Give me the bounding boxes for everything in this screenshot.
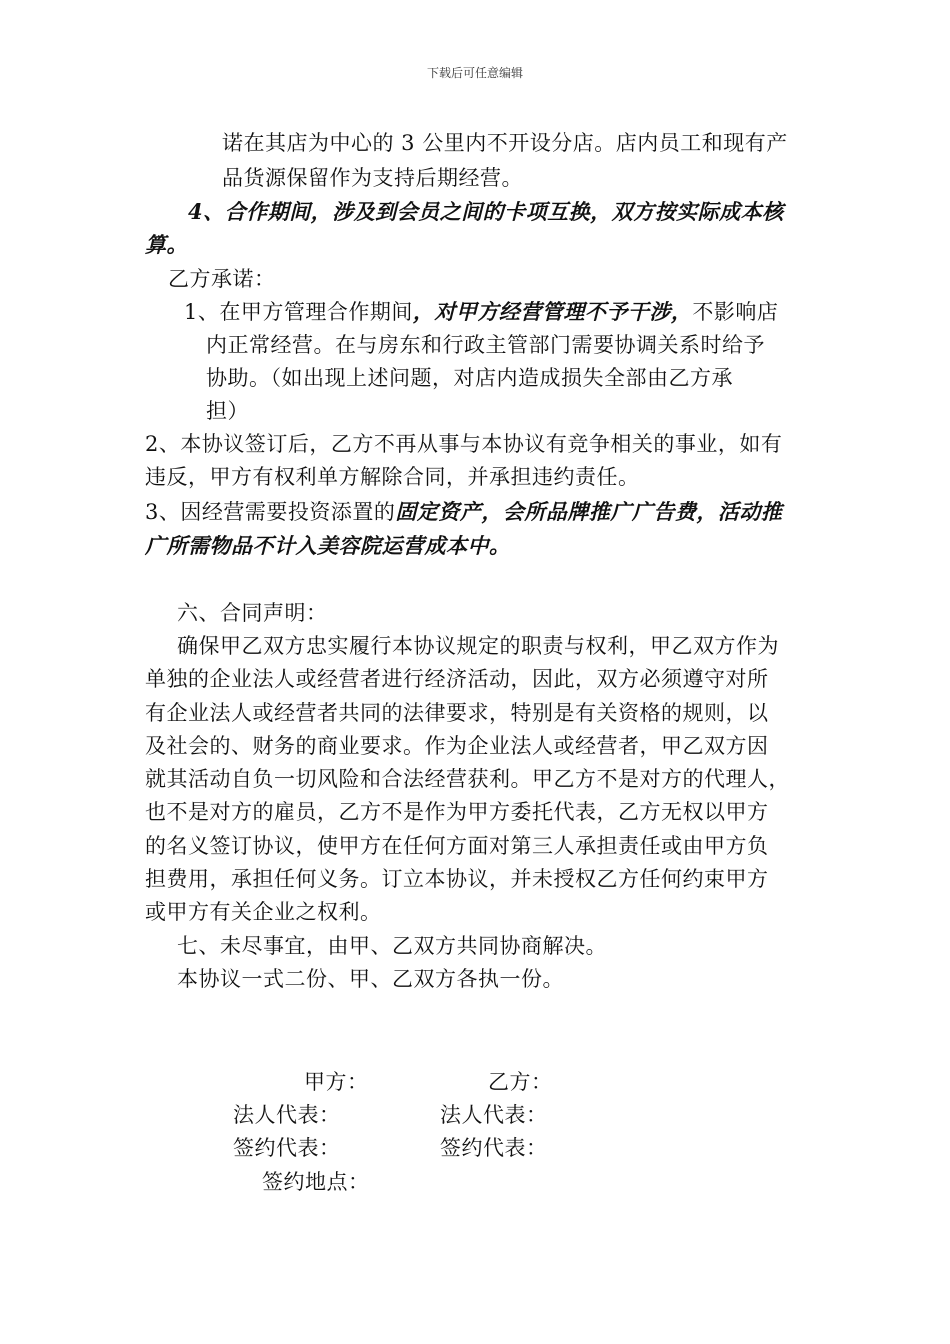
sign-place-label: 签约地点：: [262, 1170, 370, 1194]
paragraph-line: 或甲方有关企业之权利。: [145, 900, 382, 924]
clause-line: 内正常经营。在与房东和行政主管部门需要协调关系时给予: [206, 333, 765, 357]
item-1-prefix: 1、在甲方管理合作期间: [184, 300, 413, 324]
paragraph-line: 及社会的、财务的商业要求。作为企业法人或经营者，甲乙双方因: [145, 734, 769, 758]
paragraph-line: 的名义签订协议，使甲方在任何方面对第三人承担责任或由甲方负: [145, 834, 769, 858]
clause-line: 品货源保留作为支持后期经营。: [222, 166, 523, 190]
section-7: 七、未尽事宜，由甲、乙双方共同协商解决。: [177, 934, 607, 958]
clause-item-4: 4、合作期间，涉及到会员之间的卡项互换，双方按实际成本核: [188, 199, 784, 224]
clause-line: 广所需物品不计入美容院运营成本中。: [145, 533, 511, 558]
paragraph-line: 有企业法人或经营者共同的法律要求，特别是有关资格的规则，以: [145, 701, 769, 725]
item-1-emphasis: ，对甲方经营管理不予干涉，: [412, 299, 693, 324]
sign-rep-b-label: 签约代表：: [440, 1136, 548, 1160]
page-header: 下载后可任意编辑: [426, 66, 523, 80]
clause-item-4-cont: 算。: [145, 232, 188, 257]
party-b-heading: 乙方承诺：: [168, 267, 276, 291]
section-6-heading: 六、合同声明：: [177, 601, 328, 625]
party-b-label: 乙方：: [488, 1070, 553, 1094]
party-a-label: 甲方：: [304, 1070, 369, 1094]
paragraph-line: 单独的企业法人或经营者进行经济活动，因此，双方必须遵守对所: [145, 667, 769, 691]
item-3-emphasis: 固定资产，会所品牌推广广告费，活动推: [395, 499, 783, 524]
clause-line: 诺在其店为中心的 3 公里内不开设分店。店内员工和现有产: [222, 131, 788, 155]
clause-line: 违反，甲方有权利单方解除合同，并承担违约责任。: [145, 465, 640, 489]
item-1-suffix: 不影响店: [692, 300, 779, 324]
party-b-item-3: [145, 497, 782, 527]
clause-line: 担）: [206, 399, 249, 423]
paragraph-line: 确保甲乙双方忠实履行本协议规定的职责与权利，甲乙双方作为: [177, 634, 779, 658]
legal-rep-a-label: 法人代表：: [233, 1103, 341, 1127]
paragraph-line: 也不是对方的雇员，乙方不是作为甲方委托代表，乙方无权以甲方: [145, 800, 769, 824]
paragraph-line: 就其活动自负一切风险和合法经营获利。甲乙方不是对方的代理人，: [145, 767, 790, 791]
legal-rep-b-label: 法人代表：: [440, 1103, 548, 1127]
paragraph-line: 担费用，承担任何义务。订立本协议，并未授权乙方任何约束甲方: [145, 867, 769, 891]
clause-line: 协助。（如出现上述问题，对店内造成损失全部由乙方承: [206, 366, 733, 390]
party-b-item-1: [184, 297, 778, 327]
copies-statement: 本协议一式二份、甲、乙双方各执一份。: [177, 967, 564, 991]
sign-rep-a-label: 签约代表：: [233, 1136, 341, 1160]
party-b-item-2: 2、本协议签订后，乙方不再从事与本协议有竞争相关的事业，如有: [145, 432, 783, 456]
item-3-prefix: 3、因经营需要投资添置的: [145, 500, 396, 524]
